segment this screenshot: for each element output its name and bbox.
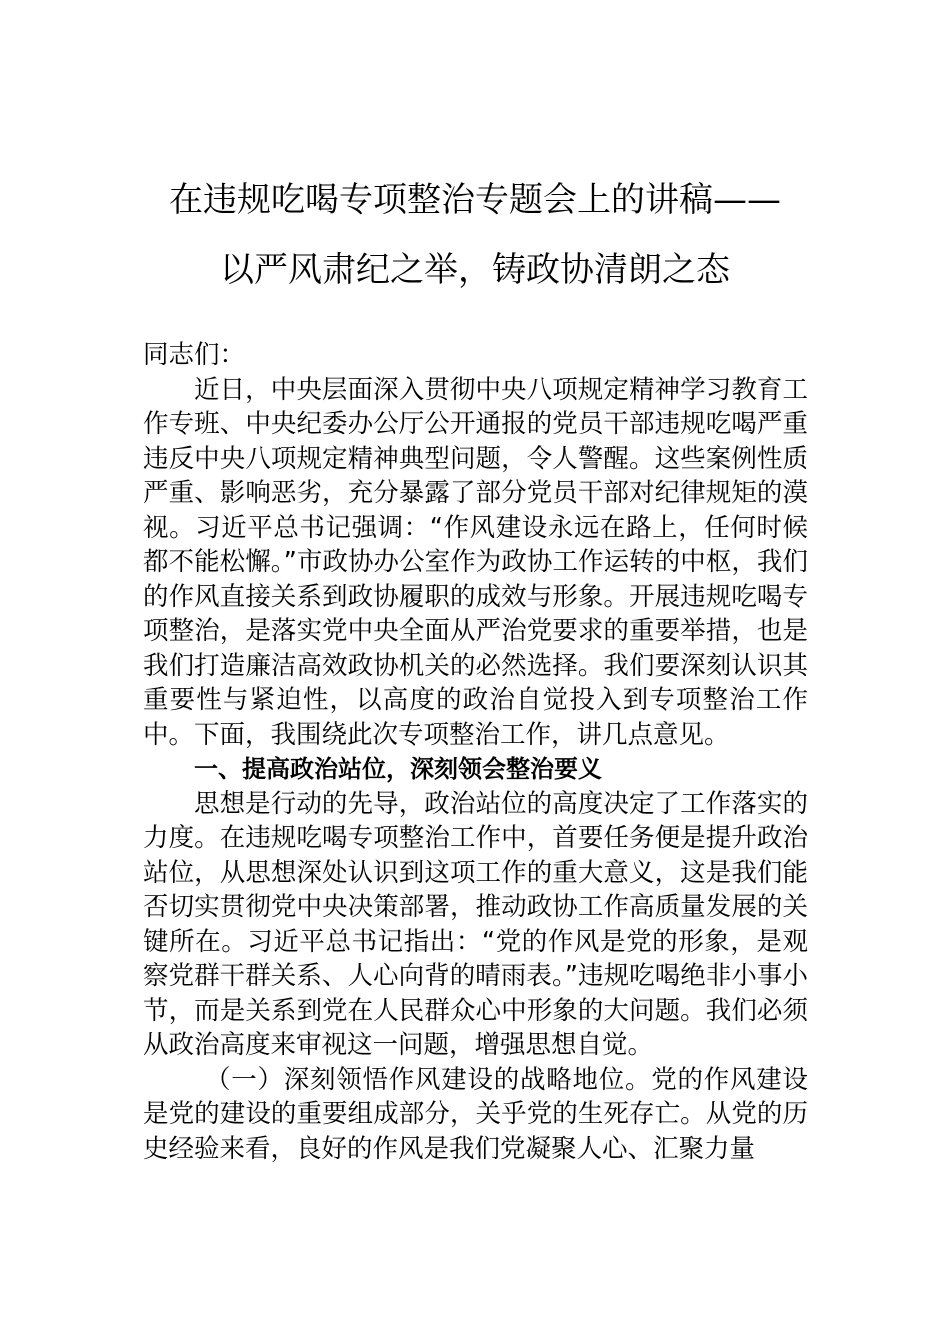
section-1-paragraph: 思想是行动的先导，政治站位的高度决定了工作落实的力度。在违规吃喝专项整治工作中，首要任务便是提升政治站位，从思想深处认识到这项工作的重大意义，这是我们能否切实贯彻党中央决策部署，推动政协工作高质量发展的关键所在。习近平总书记指出：“党的作风是党的形象，是观察党群干群关系、人心向背的晴雨表。”违规吃喝绝非小事小节，而是关系到党在人民群众心中形象的大问题。我们必须从政治高度来审视这一问题，增强思想自觉。 (143, 788, 808, 1060)
document-title-line-1: 在违规吃喝专项整治专题会上的讲稿—— (169, 180, 781, 220)
intro-paragraph: 近日，中央层面深入贯彻中央八项规定精神学习教育工作专班、中央纪委办公厅公开通报的党员干部违规吃喝严重违反中央八项规定精神典型问题，令人警醒。这些案例性质严重、影响恶劣，充分暴露了部分党员干部对纪律规矩的漠视。习近平总书记强调：“作风建设永远在路上，任何时候都不能松懈。”市政协办公室作为政协工作运转的中枢，我们的作风直接关系到政协履职的成效与形象。开展违规吃喝专项整治，是落实党中央全面从严治党要求的重要举措，也是我们打造廉洁高效政协机关的必然选择。我们要深刻认识其重要性与紧迫性，以高度的政治自觉投入到专项整治工作中。下面，我围绕此次专项整治工作，讲几点意见。 (143, 374, 808, 750)
salutation: 同志们： (143, 340, 246, 370)
document-body (143, 338, 808, 1166)
document-title-line-2: 以严风肃纪之举，铸政协清朗之态 (220, 250, 730, 290)
section-1-heading: 一、提高政治站位，深刻领会整治要义 (194, 755, 602, 783)
subsection-1-paragraph: （一）深刻领悟作风建设的战略地位。党的作风建设是党的建设的重要组成部分，关乎党的生死存亡。从党的历史经验来看，良好的作风是我们党凝聚人心、汇聚力量 (143, 1064, 808, 1164)
